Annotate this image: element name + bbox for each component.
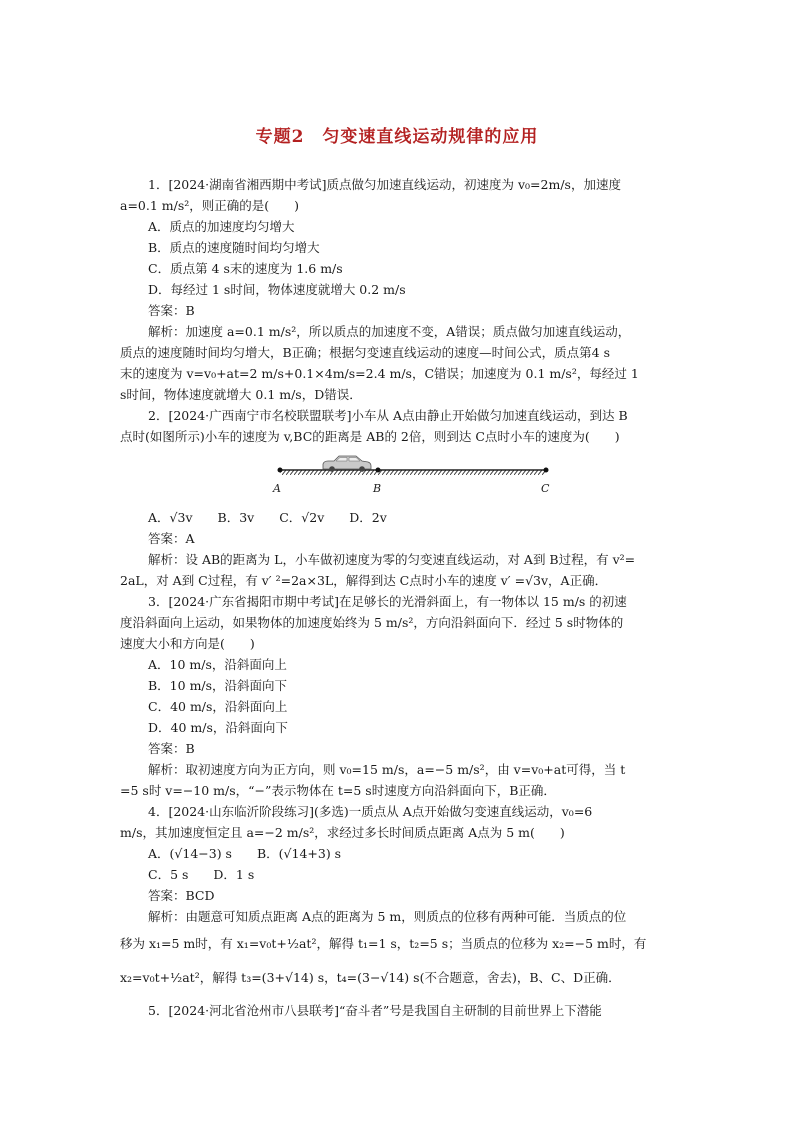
ground-hatch (280, 470, 546, 475)
q3-option-b: B．10 m/s，沿斜面向下 (148, 678, 288, 693)
car-track-diagram (270, 450, 560, 500)
q1-analysis-line-4: s时间，物体速度就增大 0.1 m/s，D错误． (120, 387, 362, 402)
q2-analysis-line-1: 解析：设 AB的距离为 L，小车做初速度为零的匀变速直线运动，对 A到 B过程，有 v²= (148, 552, 636, 567)
q4-options-line-2: C．5 s D．1 s (148, 867, 255, 882)
q1-stem-line-2: a=0.1 m/s²，则正确的是( ) (120, 198, 300, 213)
page-title: 专题2 匀变速直线运动规律的应用 (255, 127, 539, 147)
q1-option-b: B．质点的速度随时间均匀增大 (148, 240, 320, 255)
q3-stem-line-1: 3．[2024·广东省揭阳市期中考试]在足够长的光滑斜面上，有一物体以 15 m/s 的初速 (148, 594, 627, 609)
label-b: B (373, 482, 382, 495)
q2-answer: 答案：A (148, 531, 195, 546)
q1-analysis-line-1: 解析：加速度 a=0.1 m/s²，所以质点的加速度不变，A错误；质点做匀加速直线运动， (148, 324, 631, 339)
q3-stem-line-3: 速度大小和方向是( ) (120, 636, 255, 651)
q1-option-a: A．质点的加速度均匀增大 (148, 219, 295, 234)
q4-answer: 答案：BCD (148, 888, 215, 903)
q2-analysis-line-2: 2aL，对 A到 C过程，有 v′ ²=2a×3L，解得到达 C点时小车的速度 v′ =√3v，A正确． (120, 573, 608, 588)
q1-option-c: C．质点第 4 s末的速度为 1.6 m/s (148, 261, 343, 276)
q1-analysis-line-3: 末的速度为 v=v₀+at=2 m/s+0.1×4m/s=2.4 m/s，C错误；加速度为 0.1 m/s²，每经过 1 (120, 366, 639, 381)
q3-option-c: C．40 m/s，沿斜面向上 (148, 699, 288, 714)
point-b-dot (376, 468, 381, 473)
q4-analysis-line-1: 解析：由题意可知质点距离 A点的距离为 5 m，则质点的位移有两种可能．当质点的位 (148, 909, 627, 924)
q3-answer: 答案：B (148, 741, 195, 756)
q1-analysis-line-2: 质点的速度随时间均匀增大，B正确；根据匀变速直线运动的速度—时间公式，质点第4 s (120, 345, 611, 360)
q4-stem-line-1: 4．[2024·山东临沂阶段练习](多选)一质点从 A点开始做匀变速直线运动，v₀=6 (148, 804, 593, 819)
q4-options-line-1: A．(√14−3) s B．(√14+3) s (148, 846, 342, 861)
q4-analysis-line-2: 移为 x₁=5 m时，有 x₁=v₀t+½at²，解得 t₁=1 s，t₂=5 s；当质点的位移为 x₂=−5 m时，有 (120, 936, 647, 951)
q3-option-a: A．10 m/s，沿斜面向上 (148, 657, 287, 672)
q1-stem-line-1: 1．[2024·湖南省湘西期中考试]质点做匀加速直线运动，初速度为 v₀=2m/s，加速度 (148, 177, 621, 192)
q3-option-d: D．40 m/s，沿斜面向下 (148, 720, 288, 735)
point-a-dot (278, 468, 283, 473)
label-c: C (541, 482, 550, 495)
q2-stem-line-2: 点时(如图所示)小车的速度为 v,BC的距离是 AB的 2倍，则到达 C点时小车的速度为( ) (120, 429, 620, 444)
q3-stem-line-2: 度沿斜面向上运动，如果物体的加速度始终为 5 m/s²，方向沿斜面向下．经过 5 s时物体的 (120, 615, 624, 630)
point-c-dot (544, 468, 549, 473)
q1-option-d: D．每经过 1 s时间，物体速度就增大 0.2 m/s (148, 282, 406, 297)
q1-answer: 答案：B (148, 303, 195, 318)
q2-stem-line-1: 2．[2024·广西南宁市名校联盟联考]小车从 A点由静止开始做匀加速直线运动，到达 B (148, 408, 628, 423)
track-figure (270, 450, 560, 496)
q3-analysis-line-2: =5 s时 v=−10 m/s，“−”表示物体在 t=5 s时速度方向沿斜面向下，B正确． (120, 783, 556, 798)
q2-options: A．√3v B．3v C．√2v D．2v (148, 510, 387, 525)
q4-stem-line-2: m/s，其加速度恒定且 a=−2 m/s²，求经过多长时间质点距离 A点为 5 m( ) (120, 825, 565, 840)
q4-analysis-line-3: x₂=v₀t+½at²，解得 t₃=(3+√14) s，t₄=(3−√14) s(不合题意，舍去)，B、C、D正确． (120, 970, 621, 985)
q5-stem-line-1: 5．[2024·河北省沧州市八县联考]“奋斗者”号是我国自主研制的目前世界上下潜能 (148, 1003, 602, 1018)
q3-analysis-line-1: 解析：取初速度方向为正方向，则 v₀=15 m/s，a=−5 m/s²，由 v=v₀+at可得，当 t (148, 762, 626, 777)
label-a: A (273, 482, 281, 495)
